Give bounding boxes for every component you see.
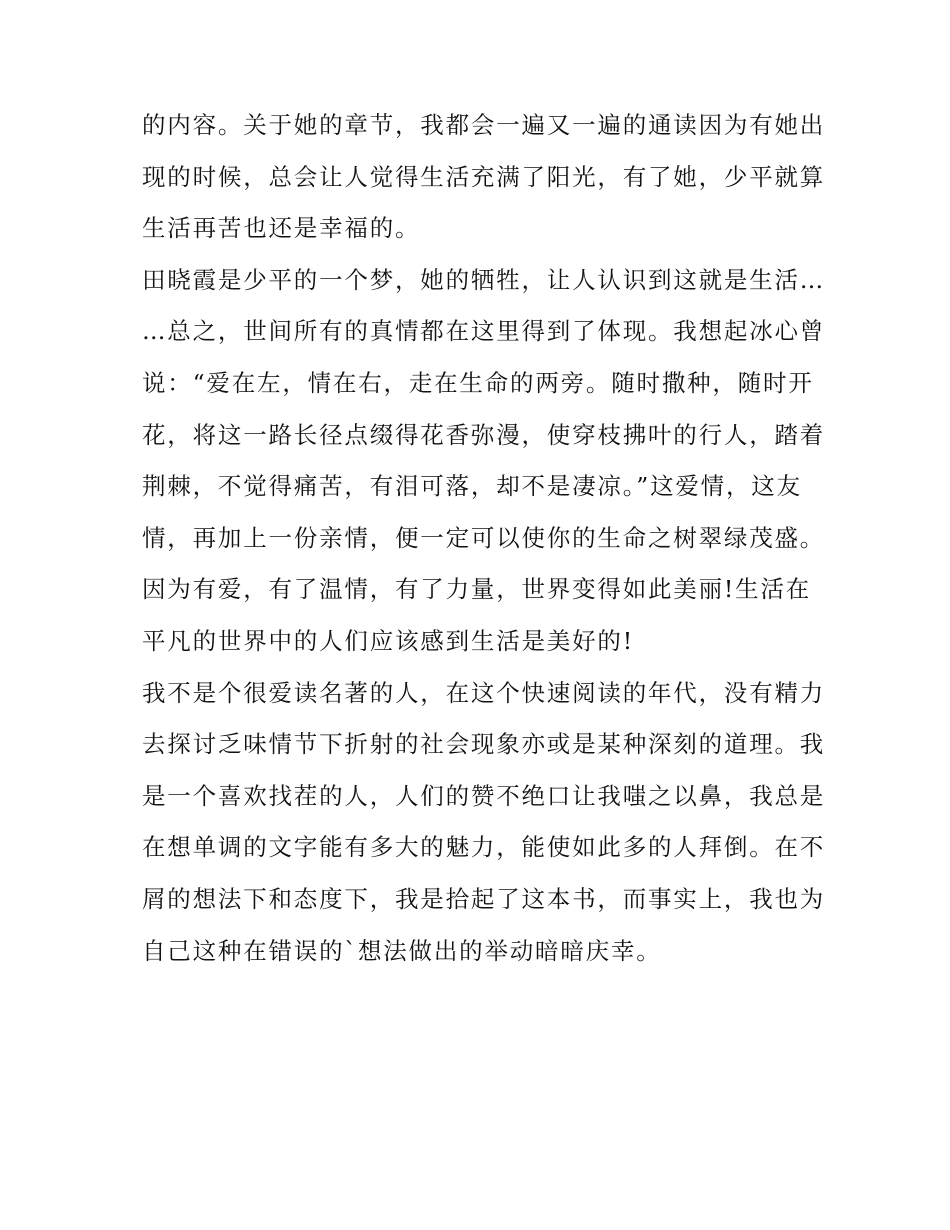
text-line: 现的时候，总会让人觉得生活充满了阳光，有了她，少平就算: [142, 162, 826, 191]
text-line: 情，再加上一份亲情，便一定可以使你的生命之树翠绿茂盛。: [142, 523, 826, 552]
text-line: 平凡的世界中的人们应该感到生活是美好的!: [142, 626, 634, 655]
text-line: 田晓霞是少平的一个梦，她的牺牲，让人认识到这就是生活…: [142, 265, 826, 294]
text-line: 荆棘，不觉得痛苦，有泪可落，却不是凄凉。”这爱情，这友: [142, 472, 802, 501]
text-line: 的内容。关于她的章节，我都会一遍又一遍的通读因为有她出: [142, 111, 826, 139]
text-line: 生活再苦也还是幸福的。: [142, 214, 421, 243]
text-line: 去探讨乏味情节下折射的社会现象亦或是某种深刻的道理。我: [142, 730, 826, 759]
text-line: 屑的想法下和态度下，我是拾起了这本书，而事实上，我也为: [142, 884, 826, 913]
text-line: 我不是个很爱读名著的人，在这个快速阅读的年代，没有精力: [142, 678, 826, 707]
text-line: 自己这种在错误的`想法做出的举动暗暗庆幸。: [142, 936, 662, 965]
text-line: 花，将这一路长径点缀得花香弥漫，使穿枝拂叶的行人，踏着: [142, 420, 826, 449]
text-line: 在想单调的文字能有多大的魅力，能使如此多的人拜倒。在不: [142, 833, 826, 862]
text-line: 是一个喜欢找茬的人，人们的赞不绝口让我嗤之以鼻，我总是: [142, 781, 826, 810]
text-line: 因为有爱，有了温情，有了力量，世界变得如此美丽!生活在: [142, 575, 812, 604]
text-line: …总之，世间所有的真情都在这里得到了体现。我想起冰心曾: [142, 317, 826, 346]
document-body-text: [142, 100, 826, 977]
text-line: 说：“爱在左，情在右，走在生命的两旁。随时撒种，随时开: [142, 368, 814, 397]
